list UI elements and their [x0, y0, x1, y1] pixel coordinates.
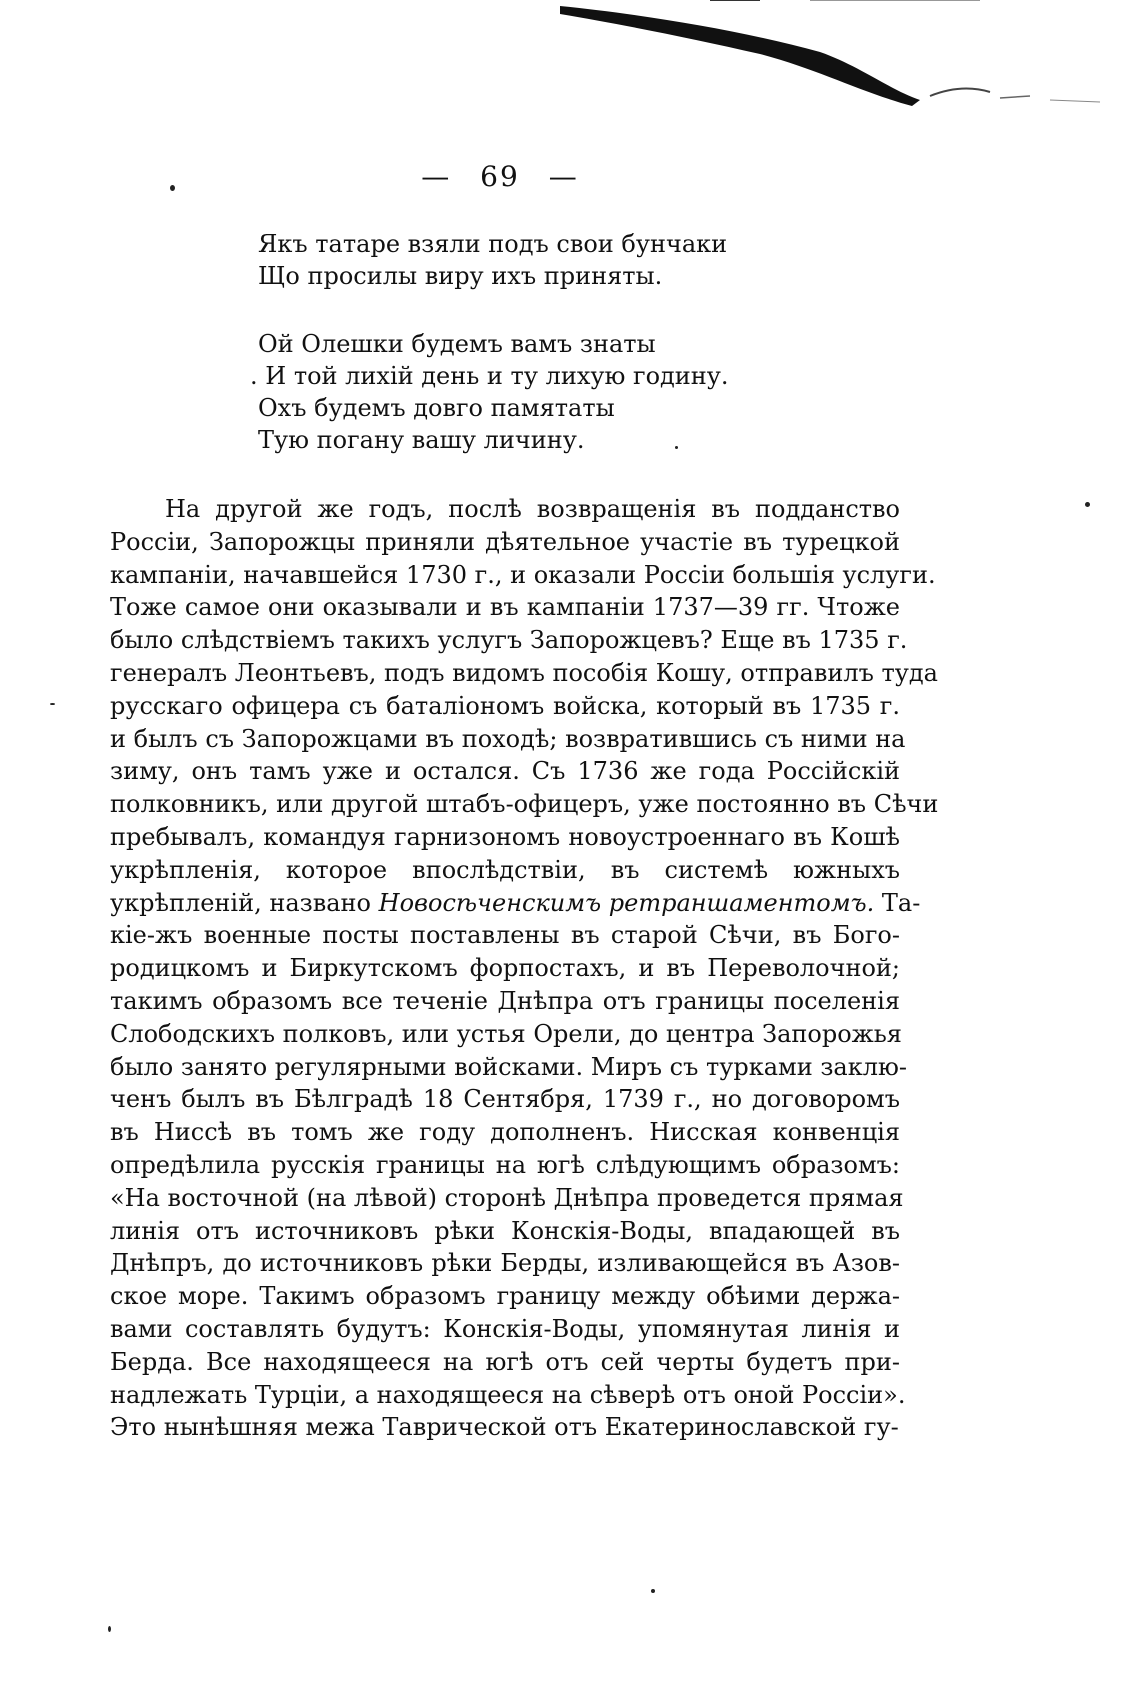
page-number-dash-left: —	[421, 160, 452, 193]
text-line: кіе-жъ военные посты поставлены въ старой Сѣчи, въ Бого-	[110, 921, 900, 950]
text-line: На другой же годъ, послѣ возвращенія въ подданство	[165, 495, 900, 523]
text-segment: Та-	[881, 888, 921, 917]
page-number-value: 69	[480, 160, 520, 193]
ink-speck	[675, 446, 678, 449]
text-line: родицкомъ и Биркутскомъ форпостахъ, и въ Переволочной;	[110, 954, 900, 983]
ink-speck	[1085, 502, 1090, 507]
italic-term: Новосѣченскимъ ретраншаментомъ.	[378, 888, 875, 917]
ink-speck	[108, 1626, 111, 1632]
text-line: Днѣпръ, до источниковъ рѣки Берды, изливающейся въ Азов-	[110, 1249, 900, 1278]
ink-speck	[50, 703, 55, 705]
verse-line: Якъ татаре взяли подъ свои бунчаки	[258, 230, 728, 258]
text-line: въ Ниссѣ въ томъ же году дополненъ. Нисская конвенція	[110, 1118, 900, 1147]
text-line: «На восточной (на лѣвой) сторонѣ Днѣпра проведется прямая	[110, 1183, 904, 1212]
text-line: Россіи, Запорожцы приняли дѣятельное участіе въ турецкой	[110, 527, 900, 556]
verse-line: Ой Олешки будемъ вамъ знаты	[258, 330, 656, 358]
verse-line: . И той лихій день и ту лихую годину.	[250, 362, 729, 390]
text-line: ское море. Такимъ образомъ границу между обѣими держа-	[110, 1282, 900, 1311]
page-number-dash-right: —	[548, 160, 579, 193]
ink-smear	[560, 0, 1120, 120]
text-line: линія отъ источниковъ рѣки Конскія-Воды, впадающей въ	[110, 1216, 900, 1245]
text-line: опредѣлила русскія границы на югѣ слѣдующимъ образомъ:	[110, 1150, 900, 1179]
text-segment: укрѣпленій, названо	[110, 888, 371, 917]
page-number	[400, 160, 600, 193]
verse-line: Що просилы виру ихъ приняты.	[258, 262, 663, 290]
body-paragraph	[110, 493, 939, 1444]
text-line: полковникъ, или другой штабъ-офицеръ, уже постоянно въ Сѣчи	[110, 790, 939, 819]
verse-line: Охъ будемъ довго памятаты	[258, 394, 615, 422]
text-line: и былъ съ Запорожцами въ походѣ; возвратившись съ ними на	[110, 724, 906, 753]
text-line: зиму, онъ тамъ уже и остался. Съ 1736 же года Россійскій	[110, 757, 900, 786]
text-line: такимъ образомъ все теченіе Днѣпра отъ границы поселенія	[110, 986, 900, 1015]
text-line: кампаніи, начавшейся 1730 г., и оказали Россіи большія услуги.	[110, 560, 936, 589]
text-line: Тоже самое они оказывали и въ кампаніи 1737—39 гг. Чтоже	[110, 593, 900, 622]
text-line: русскаго офицера съ баталіономъ войска, который въ 1735 г.	[110, 691, 900, 720]
text-line: Это нынѣшняя межа Таврической отъ Екатеринославской гу-	[110, 1413, 899, 1442]
text-line: было занято регулярными войсками. Миръ съ турками заклю-	[110, 1052, 907, 1081]
text-line: надлежать Турціи, а находящееся на сѣверѣ отъ оной Россіи».	[110, 1380, 906, 1409]
ink-speck	[170, 185, 175, 191]
text-line: Слободскихъ полковъ, или устья Орели, до центра Запорожья	[110, 1019, 902, 1048]
text-line: пребывалъ, командуя гарнизономъ новоустроеннаго въ Кошѣ	[110, 822, 900, 851]
text-line: генералъ Леонтьевъ, подъ видомъ пособія Кошу, отправилъ туда	[110, 658, 938, 687]
verse-stanza-2	[250, 328, 729, 456]
text-line: было слѣдствіемъ такихъ услугъ Запорожцевъ? Еще въ 1735 г.	[110, 626, 908, 655]
text-line: Берда. Все находящееся на югѣ отъ сей черты будетъ при-	[110, 1347, 900, 1376]
text-line	[110, 887, 921, 920]
text-line: вами составлять будутъ: Конскія-Воды, упомянутая линія и	[110, 1314, 900, 1343]
verse-line: Тую погану вашу личину.	[258, 426, 585, 454]
ink-speck	[651, 1589, 655, 1593]
text-line: ченъ былъ въ Бѣлградѣ 18 Сентября, 1739 г., но договоромъ	[110, 1085, 900, 1114]
text-line: укрѣпленія, которое впослѣдствіи, въ системѣ южныхъ	[110, 855, 900, 884]
verse-stanza-1	[258, 228, 727, 292]
